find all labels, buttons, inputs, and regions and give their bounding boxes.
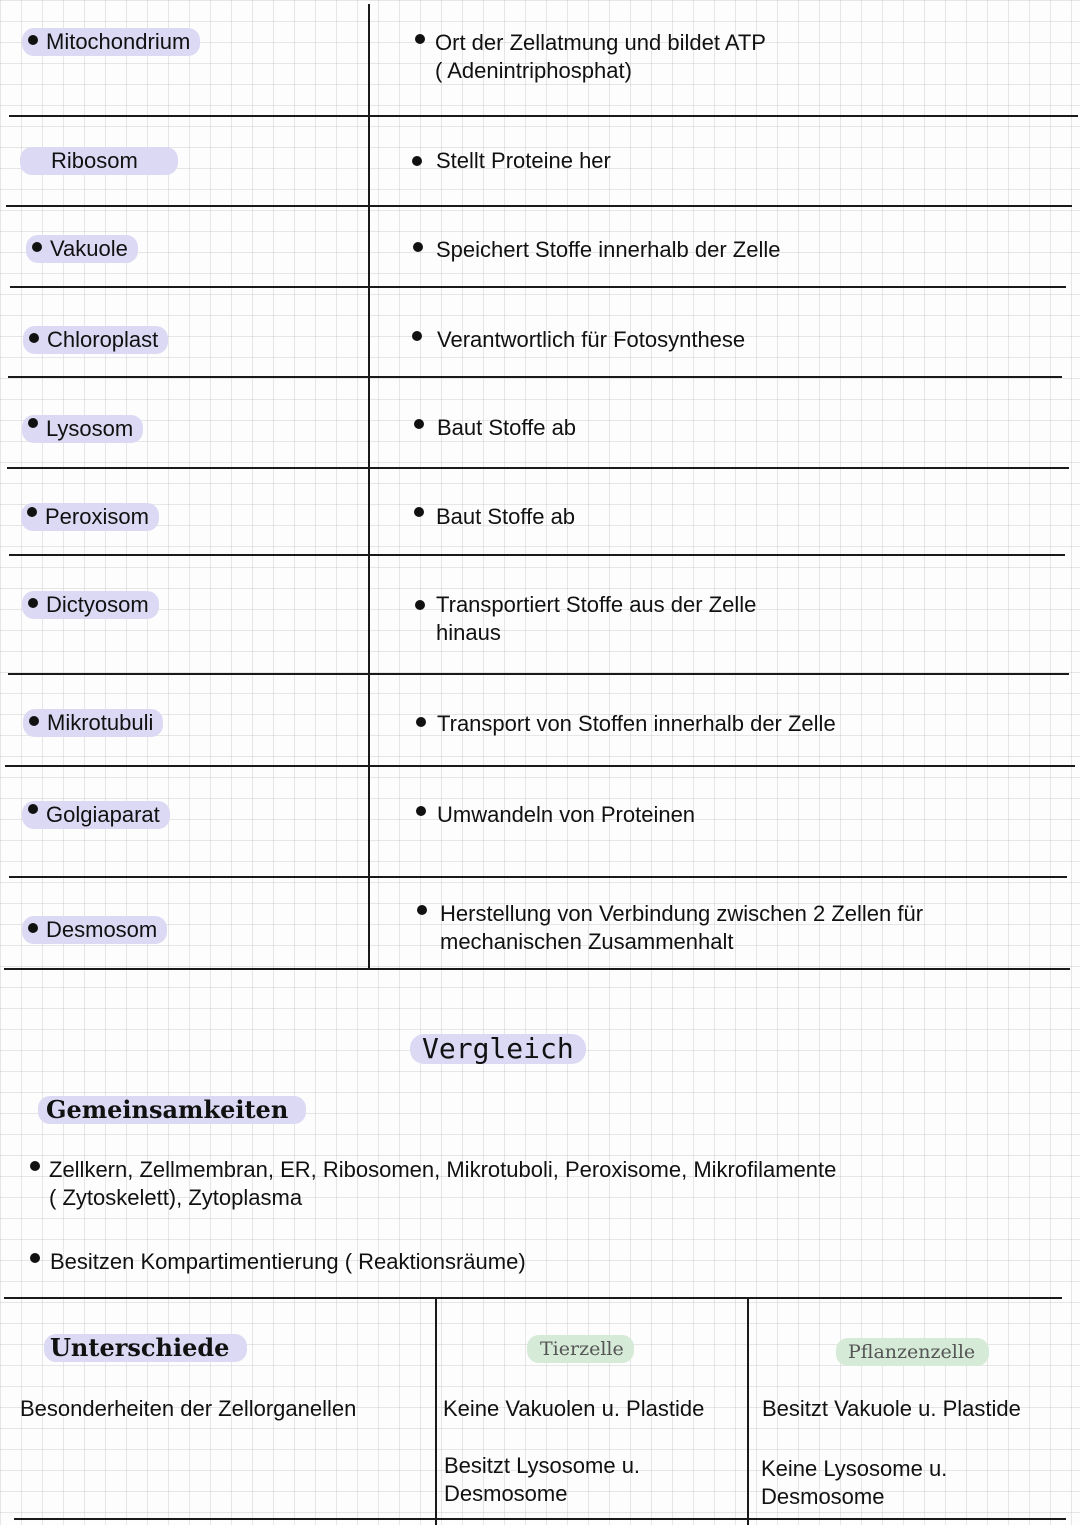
table-row — [26, 235, 138, 263]
organelle-name-tag — [23, 709, 163, 737]
organelle-name-tag — [21, 503, 159, 531]
row-divider — [5, 765, 1075, 767]
animal-cell-heading: Tierzelle — [527, 1335, 634, 1363]
bullet-icon — [412, 156, 422, 166]
organelle-function: Transportiert Stoffe aus der Zelle hinaus — [436, 592, 757, 645]
plant-cell-heading: Pflanzenzelle — [836, 1338, 989, 1366]
organelle-name-tag — [22, 916, 167, 944]
organelle-name: Desmosom — [46, 917, 158, 942]
table-row — [23, 709, 163, 737]
table-row — [23, 326, 168, 354]
row-divider — [6, 205, 1072, 207]
bullet-icon — [28, 923, 38, 933]
row-divider — [7, 467, 1069, 469]
bullet-icon — [413, 242, 423, 252]
bullet-icon — [28, 598, 38, 608]
row-divider — [8, 376, 1062, 378]
bullet-icon — [28, 35, 38, 45]
organelle-function: Verantwortlich für Fotosynthese — [437, 327, 746, 352]
comparison-heading: Vergleich — [410, 1032, 586, 1066]
organelle-function: Baut Stoffe ab — [437, 415, 577, 440]
organelle-name: Golgiaparat — [46, 802, 160, 827]
bullet-icon — [417, 905, 427, 915]
organelle-name: Mikrotubuli — [47, 710, 154, 735]
bullet-icon — [412, 331, 422, 341]
animal-cell-line: Besitzt Lysosome u. Desmosome — [444, 1453, 641, 1506]
organelle-name: Mitochondrium — [46, 29, 191, 54]
organelle-name-tag — [22, 801, 170, 829]
row-divider — [8, 673, 1069, 675]
bullet-icon — [414, 419, 424, 429]
organelle-name: Dictyosom — [46, 592, 149, 617]
organelle-function: Umwandeln von Proteinen — [437, 802, 696, 827]
bullet-icon — [415, 34, 425, 44]
plant-cell-line: Besitzt Vakuole u. Plastide — [762, 1396, 1021, 1421]
row-label: Besonderheiten der Zellorganellen — [20, 1396, 357, 1421]
organelle-function: Baut Stoffe ab — [436, 504, 576, 529]
bullet-icon — [30, 1253, 40, 1263]
organelle-function: Transport von Stoffen innerhalb der Zelle — [437, 711, 836, 736]
table-row — [22, 916, 167, 944]
organelle-function: Stellt Proteine her — [436, 148, 611, 173]
organelle-name-tag — [20, 147, 178, 175]
organelle-name: Peroxisom — [45, 504, 149, 529]
row-divider — [9, 876, 1067, 878]
table-row — [21, 503, 159, 531]
table-row — [22, 415, 143, 443]
organelle-function: Herstellung von Verbindung zwischen 2 Zellen für mechanischen Zusammenhalt — [440, 901, 924, 954]
similarities-heading: Gemeinsamkeiten — [38, 1096, 306, 1124]
organelle-name-tag — [22, 415, 143, 443]
bullet-icon — [29, 333, 39, 343]
row-divider — [4, 968, 1070, 970]
organelle-name: Vakuole — [50, 236, 128, 261]
differences-heading: Unterschiede — [44, 1334, 247, 1362]
table-bottom-border — [14, 1518, 1066, 1520]
similarity-item: Zellkern, Zellmembran, ER, Ribosomen, Mikrotuboli, Peroxisome, Mikrofilamente ( Zytoskelett), Zytoplasma — [49, 1157, 837, 1210]
bullet-icon — [28, 418, 38, 428]
table-row — [22, 591, 159, 619]
animal-cell-line: Keine Vakuolen u. Plastide — [443, 1396, 705, 1421]
organelle-name-tag — [26, 235, 138, 263]
column-divider — [435, 1297, 437, 1525]
organelle-function: Speichert Stoffe innerhalb der Zelle — [436, 237, 781, 262]
bullet-icon — [28, 804, 38, 814]
bullet-icon — [416, 806, 426, 816]
table-row — [22, 801, 170, 829]
bullet-icon — [414, 507, 424, 517]
organelle-name: Lysosom — [46, 416, 134, 441]
row-divider — [9, 554, 1065, 556]
bullet-icon — [30, 1161, 40, 1171]
bullet-icon — [32, 242, 42, 252]
row-divider — [9, 115, 1078, 117]
organelle-function: Ort der Zellatmung und bildet ATP ( Adenintriphosphat) — [435, 30, 766, 83]
bullet-icon — [27, 507, 37, 517]
row-divider — [10, 286, 1066, 288]
similarity-item: Besitzen Kompartimentierung ( Reaktionsräume) — [50, 1249, 526, 1274]
table-row — [20, 147, 178, 175]
table-row — [22, 28, 200, 56]
organelle-name: Ribosom — [51, 148, 138, 173]
bullet-icon — [29, 716, 39, 726]
column-divider — [747, 1297, 749, 1525]
table-top-border — [4, 1297, 1062, 1299]
organelle-name-tag — [22, 591, 159, 619]
organelle-name: Chloroplast — [47, 327, 159, 352]
bullet-icon — [415, 600, 425, 610]
organelle-name-tag — [22, 28, 200, 56]
organelle-name-tag — [23, 326, 168, 354]
bullet-icon — [416, 717, 426, 727]
table-column-divider — [368, 4, 370, 970]
plant-cell-line: Keine Lysosome u. Desmosome — [761, 1456, 948, 1509]
